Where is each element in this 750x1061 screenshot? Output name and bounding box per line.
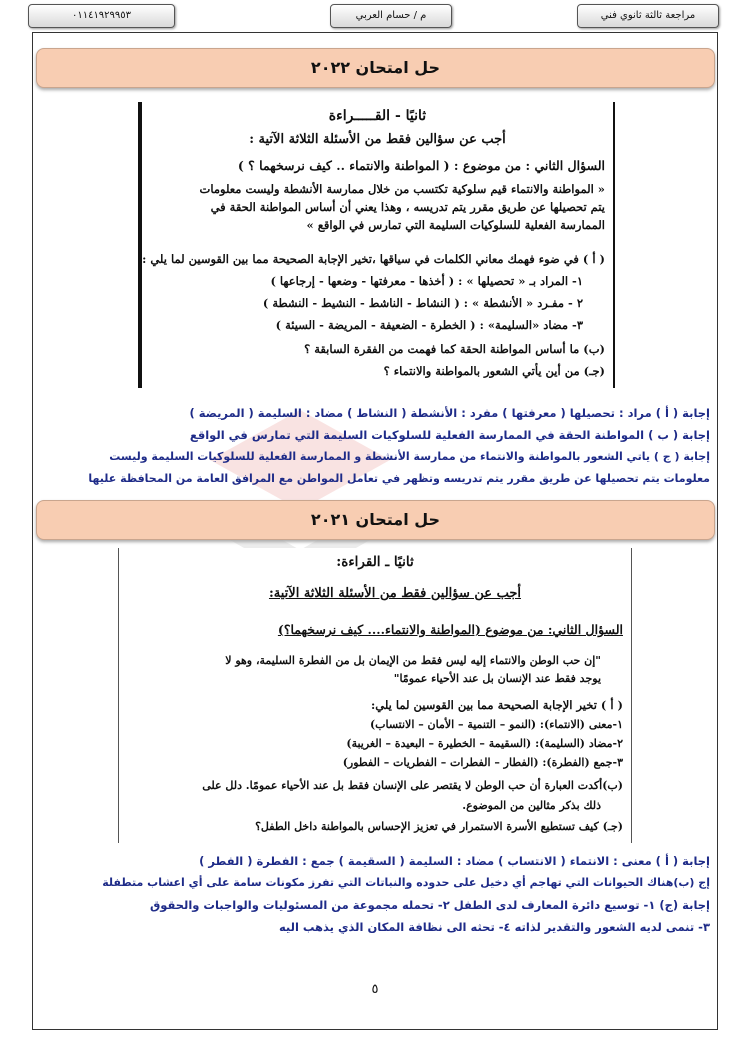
scan-passage-line: الممارسة الفعلية للسلوكيات السليمة التي تمارس في الواقع » [306,218,605,232]
scan-part-b: ذلك بذكر مثالين من الموضوع. [462,799,601,812]
scan-instruction: أجب عن سؤالين فقط من الأسئلة الثلاثة الآتية: [268,586,521,601]
scan-part-a: ( أ ) في ضوء فهمك معاني الكلمات في سياقها ،تخير الإجابة الصحيحة مما بين القوسين لما يلي : [142,252,605,266]
scan-question: السؤال الثاني : من موضوع : ( المواطنة والانتماء .. كيف نرسخهما ؟ ) [237,158,605,173]
scan-part-c: (جـ) من أين يأتي الشعور بالمواطنة والانتماء ؟ [383,364,605,378]
scan-item: ٣- مضاد «السليمة» : ( الخطرة - الضعيفة - المريضة - السيئة ) [275,318,583,332]
exam-2021-scan [118,548,632,843]
scan-item: ٢ - مفـرد « الأنشطة » : ( النشاط - الناشط - النشيط - النشطة ) [262,296,583,310]
exam-2022-banner: حل امتحان ٢٠٢٢ [36,48,715,88]
scan-title: ثانيًا ـ القراءة: [336,554,414,570]
answer-line: ٣- تنمى لديه الشعور والتقدير لذاته ٤- تحثه الى نظافة المكان الذي يذهب اليه [278,920,710,934]
scan-part-b: (ب)أكدت العبارة أن حب الوطن لا يقتصر على الإنسان فقط بل عند الأحياء عمومًا. دلل على [202,779,623,792]
scan-instruction: أجب عن سؤالين فقط من الأسئلة الثلاثة الآتية : [249,132,506,147]
answer-line: إجابة ( أ ) معنى : الانتماء ( الانتساب ) مضاد : السليمة ( السقيمة ) جمع : الفطرة ( الفطر ) [199,854,710,868]
answer-line: إجابة ( ج ) ياتي الشعور بالمواطنة والانتماء من ممارسة الأنشطة و الممارسة الفعلية للسلوكيات السليمة وليست [109,450,710,463]
scan-item: ٢-مضاد (السليمة): (السقيمة – الخطيرة – البعيدة – الغريبة) [346,737,623,750]
scan-title: ثانيًا - القـــــراءة [328,108,427,124]
scan-part-c: (جـ) كيف تستطيع الأسرة الاستمرار في تعزيز الإحساس بالمواطنة داخل الطفل؟ [255,820,623,833]
answer-line: إجابة ( ب ) المواطنة الحقة في الممارسة الفعلية للسلوكيات السليمة التي تمارس في الواقع [189,428,710,442]
scan-passage-line: « المواطنة والانتماء قيم سلوكية تكتسب من خلال ممارسة الأنشطة وليست معلومات [199,182,605,196]
scan-item: ١-معنى (الانتماء): (النمو – التنمية – الأمان – الانتساب) [369,718,623,731]
exam-2022-scan [138,102,615,388]
scan-question: السؤال الثاني: من موضوع (المواطنة والانتماء.... كيف نرسخهما؟) [277,622,623,637]
header-phone: ٠١١٤١٩٢٩٩٥٣ [28,4,175,28]
scan-item: ٣-جمع (الفطرة): (الفطار – الفطرات – الفطريات – الفطور) [342,756,623,769]
scan-part-a: ( أ ) تخير الإجابة الصحيحة مما بين القوسين لما يلي: [371,698,623,712]
scan-item: ١- المراد بـ « تحصيلها » : ( أخذها - معرفتها - وضعها - إرجاعها ) [270,274,583,288]
answer-line: إجابة ( أ ) مراد : تحصيلها ( معرفتها ) مفرد : الأنشطة ( النشاط ) مضاد : السليمة ( المريضة ) [189,406,710,420]
header-teacher-label: م / حسام العربي [330,4,452,28]
scan-part-b: (ب) ما أساس المواطنة الحقة كما فهمت من الفقرة السابقة ؟ [304,342,605,356]
scan-passage-line: "إن حب الوطن والانتماء إليه ليس فقط من الإيمان بل من الفطرة السليمة، وهو لا [225,654,601,667]
answer-line: معلومات يتم تحصيلها عن طريق مقرر يتم تدريسه وتظهر في تعامل المواطن مع المرافق العامة من المحافظة عليها [88,472,710,485]
exam-2021-banner: حل امتحان ٢٠٢١ [36,500,715,540]
header-course-label: مراجعة ثالثة ثانوي فني [577,4,719,28]
page-number: ٥ [371,982,379,997]
scan-passage-line: يوجد فقط عند الإنسان بل عند الأحياء عمومًا" [393,672,601,685]
scan-passage-line: يتم تحصيلها عن طريق مقرر يتم تدريسه ، وهذا يعني أن أساس المواطنة الحقة في [210,200,605,214]
answer-line: إجابة (ج) ١- توسيع دائرة المعارف لدى الطفل ٢- تحمله مجموعة من المسئوليات والواجبات والحقوق [149,898,710,912]
answer-line: إج (ب)هناك الحيوانات التي تهاجم أي دخيل على حدوده والنباتات التي تفرز مكونات سامة على أي اعشاب متطفلة [102,876,710,889]
